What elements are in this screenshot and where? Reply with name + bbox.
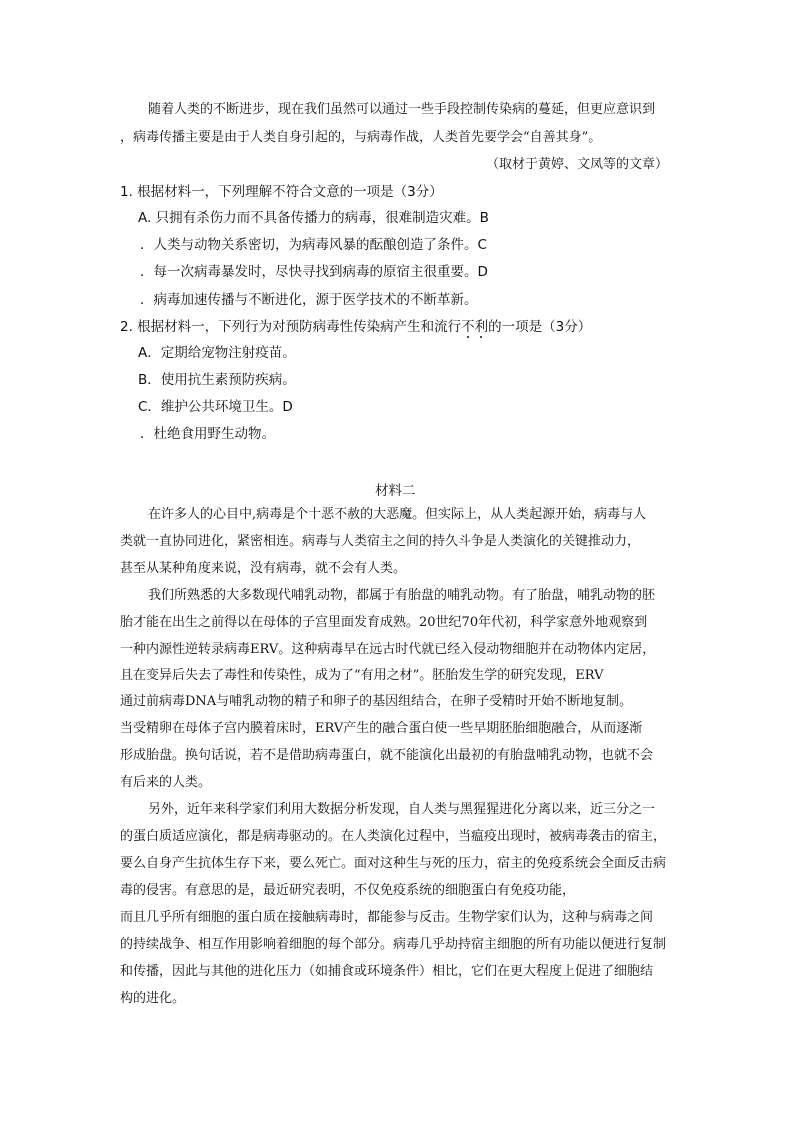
paragraph-3-line-3: 要么自身产生抗体生存下来，要么死亡。面对这种生与死的压力，宿主的免疫系统会全面反击病 [120,856,667,871]
paragraph-2-line-4: 且在变异后失去了毒性和传染性，成为了“有用之材”。胚胎发生学的研究发现，ERV [120,668,604,683]
question-2-stem-post: 的一项是（3分） [488,319,592,335]
paragraph-1-line-2: 类就一直协同进化，紧密相连。病毒与人类宿主之间的持久斗争是人类演化的关键推动力， [120,534,641,549]
paragraph-3-line-7: 和传播，因此与其他的进化压力（如捕食或环境条件）相比，它们在更大程度上促进了细胞结 [120,964,654,979]
material-2-title: 材料二 [375,483,416,499]
question-2-option-b: B．使用抗生素预防疾病。 [138,372,296,388]
emphasis-mark-2: 利 [474,319,489,335]
paragraph-1-line-3: 甚至从某种角度来说，没有病毒，就不会有人类。 [120,561,407,576]
paragraph-3-line-6: 的持续战争、相互作用影响着细胞的每个部分。病毒几乎劫持宿主细胞的所有功能以便进行复制 [120,937,667,952]
paragraph-3-line-2: 的蛋白质适应演化，都是病毒驱动的。在人类演化过程中，当瘟疫出现时，被病毒袭击的宿主， [120,829,667,844]
question-1-option-b: ．人类与动物关系密切，为病毒风暴的酝酿创造了条件。C [140,237,487,253]
paragraph-1-line-1: 在许多人的心目中,病毒是个十恶不赦的大恶魔。但实际上，从人类起源开始，病毒与人 [148,507,647,522]
paragraph-2-line-7: 形成胎盘。换句话说，若不是借助病毒蛋白，就不能演化出最初的有胎盘哺乳动物，也就不会 [120,748,654,763]
paragraph-3-line-8: 构的进化。 [120,991,186,1006]
question-1-option-a: A. 只拥有杀伤力而不具备传播力的病毒，很难制造灾难。B [138,210,489,226]
question-2-option-c: C．维护公共环境卫生。D [138,399,293,415]
emphasis-mark-1: 不 [461,319,475,335]
question-1-stem: 1. 根据材料一，下列理解不符合文意的一项是（3分） [120,184,443,200]
paragraph-2-line-6: 当受精卵在母体子宫内膜着床时，ERV产生的融合蛋白使一些早期胚胎细胞融合，从而逐渐 [120,721,643,736]
paragraph-2-line-8: 有后来的人类。 [120,775,212,790]
question-2-stem-pre: 2. 根据材料一，下列行为对预防病毒性传染病产生和流行 [120,319,462,335]
paragraph-2-line-3: 一种内源性逆转录病毒ERV。这种病毒早在远古时代就已经入侵动物细胞并在动物体内定居， [120,642,656,657]
question-2-option-a: A．定期给宠物注射疫苗。 [138,345,296,361]
paragraph-3-line-1: 另外，近年来科学家们利用大数据分析发现，自人类与黑猩猩进化分离以来，近三分之一 [148,802,656,817]
paragraph-3-line-5: 而且几乎所有细胞的蛋白质在接触病毒时，都能参与反击。生物学家们认为，这种与病毒之间 [120,910,654,925]
paragraph-2-line-5: 通过前病毒DNA与哺乳动物的精子和卵子的基因组结合，在卵子受精时开始不断地复制。 [120,694,633,709]
paragraph-2-line-2: 胎才能在出生之前得以在母体的子宫里面发育成熟。20世纪70年代初，科学家意外地观察到 [120,615,648,630]
intro-line-2: ，病毒传播主要是由于人类自身引起的，与病毒作战，人类首先要学会“自善其身”。 [120,130,602,145]
source-citation: （取材于黄婷、文凤等的文章） [485,157,668,172]
intro-line-1: 随着人类的不断进步，现在我们虽然可以通过一些手段控制传染病的蔓延，但更应意识到 [148,102,656,117]
paragraph-3-line-4: 毒的侵害。有意思的是，最近研究表明，不仅免疫系统的细胞蛋白有免疫功能， [120,883,576,898]
question-2-option-d: ．杜绝食用野生动物。 [140,426,275,442]
question-2-stem [120,317,591,337]
question-1-option-c: ．每一次病毒暴发时，尽快寻找到病毒的原宿主很重要。D [140,264,488,280]
question-1-option-d: ．病毒加速传播与不断进化，源于医学技术的不断革新。 [140,292,478,308]
paragraph-2-line-1: 我们所熟悉的大多数现代哺乳动物，都属于有胎盘的哺乳动物。有了胎盘，哺乳动物的胚 [148,588,656,603]
